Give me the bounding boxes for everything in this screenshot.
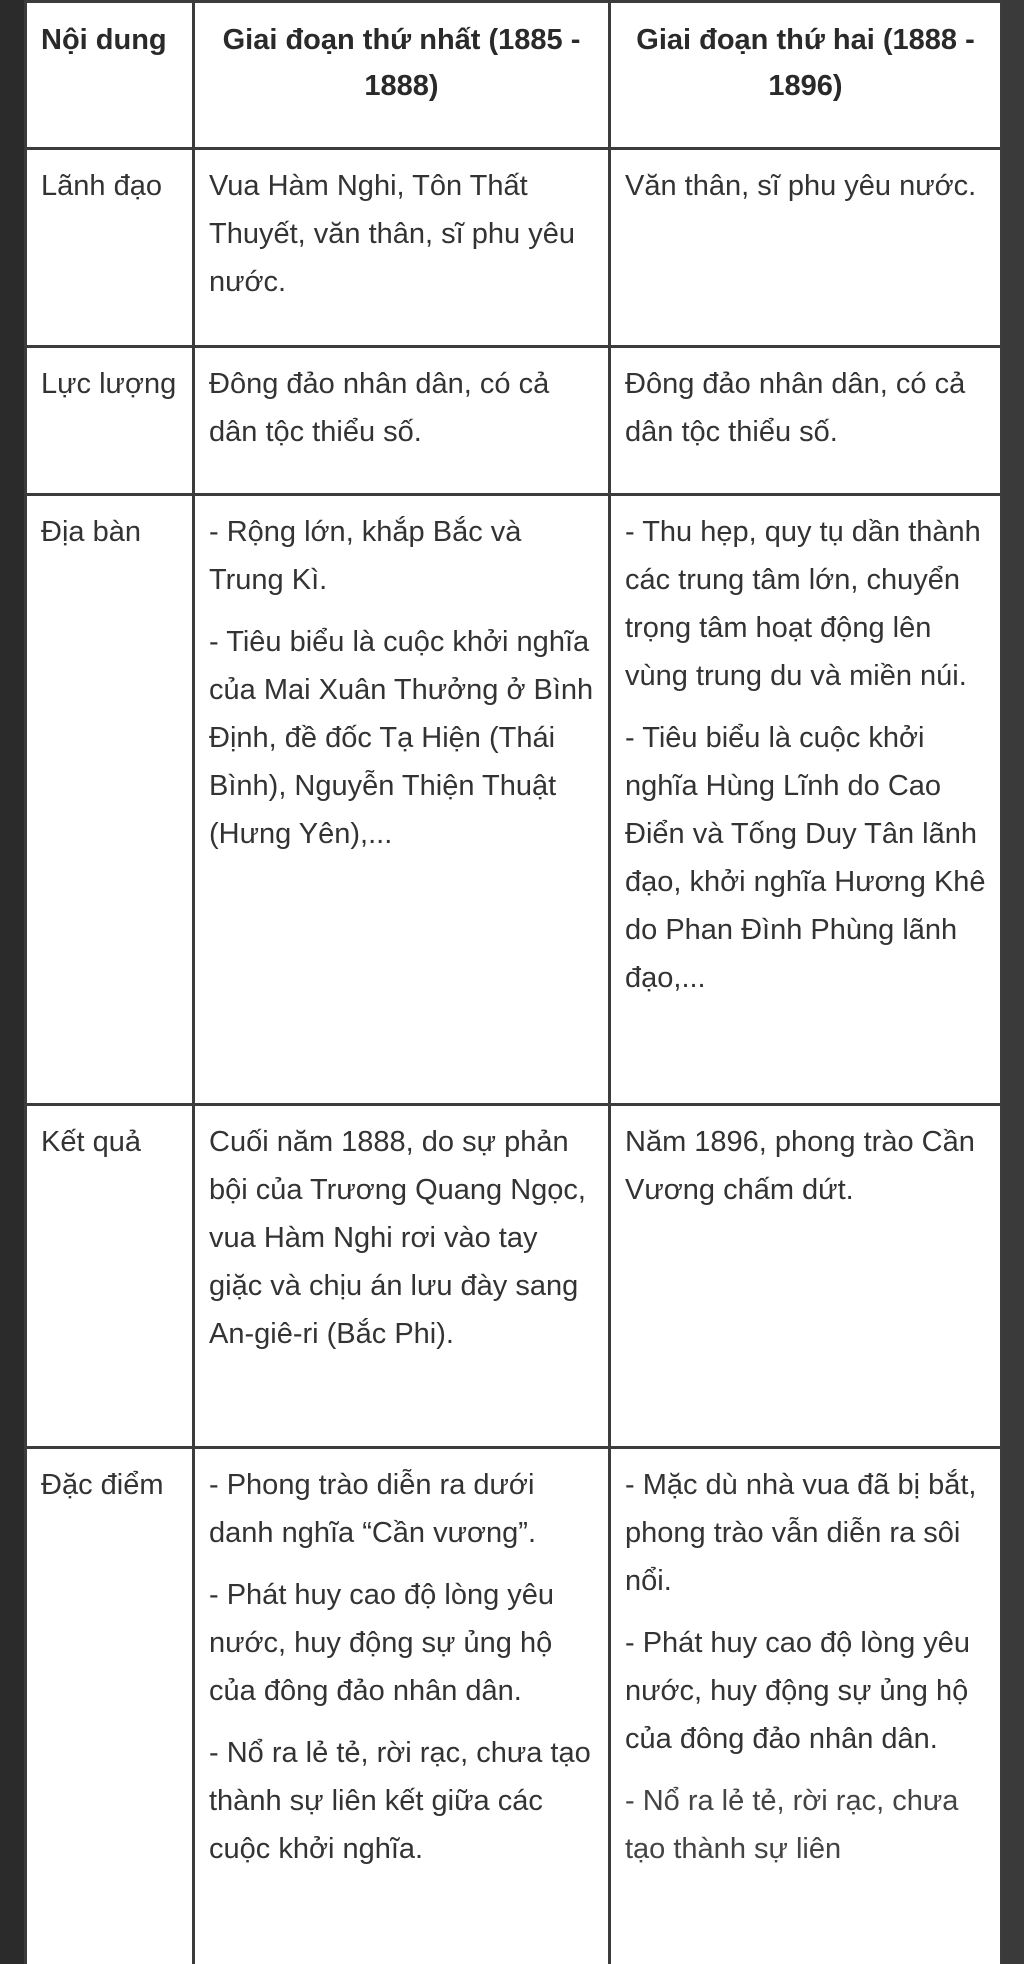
cell-paragraph: - Thu hẹp, quy tụ dần thành các trung tâm lớn, chuyển trọng tâm hoạt động lên vùng trung du và miền núi. (625, 516, 981, 692)
stage-2-cell (610, 1105, 1002, 1448)
row-label: Lãnh đạo (26, 149, 194, 347)
cell-paragraph: - Rộng lớn, khắp Bắc và Trung Kì. (209, 516, 522, 596)
left-edge-bar (0, 0, 24, 1964)
row-label: Đặc điểm (26, 1448, 194, 1964)
cell-paragraph: Văn thân, sĩ phu yêu nước. (625, 170, 977, 202)
cell-paragraph: - Nổ ra lẻ tẻ, rời rạc, chưa tạo thành sự liên kết giữa các cuộc khởi nghĩa. (209, 1737, 591, 1865)
cell-paragraph: - Mặc dù nhà vua đã bị bắt, phong trào vẫn diễn ra sôi nổi. (625, 1469, 977, 1597)
cell-paragraph: Năm 1896, phong trào Cần Vương chấm dứt. (625, 1126, 975, 1206)
table-row-features (26, 1448, 1002, 1964)
stage-1-cell (194, 347, 610, 495)
table-row-leadership (26, 149, 1002, 347)
header-stage-1: Giai đoạn thứ nhất (1885 - 1888) (194, 2, 610, 149)
row-label: Kết quả (26, 1105, 194, 1448)
cell-paragraph: - Phát huy cao độ lòng yêu nước, huy động sự ủng hộ của đông đảo nhân dân. (209, 1579, 555, 1707)
row-label: Lực lượng (26, 347, 194, 495)
cell-paragraph: Vua Hàm Nghi, Tôn Thất Thuyết, văn thân, sĩ phu yêu nước. (209, 170, 575, 298)
stage-1-cell (194, 495, 610, 1105)
cell-paragraph: - Phát huy cao độ lòng yêu nước, huy động sự ủng hộ của đông đảo nhân dân. (625, 1627, 971, 1755)
cell-paragraph: - Tiêu biểu là cuộc khởi nghĩa của Mai Xuân Thưởng ở Bình Định, đề đốc Tạ Hiện (Thái Bình), Nguyễn Thiện Thuật (Hưng Yên),... (209, 626, 594, 850)
cell-paragraph: - Nổ ra lẻ tẻ, rời rạc, chưa tạo thành sự liên (625, 1785, 959, 1865)
cell-paragraph: - Tiêu biểu là cuộc khởi nghĩa Hùng Lĩnh do Cao Điển và Tống Duy Tân lãnh đạo, khởi nghĩa Hương Khê do Phan Đình Phùng lãnh đạo,... (625, 722, 986, 994)
stage-1-cell (194, 1105, 610, 1448)
stage-2-cell (610, 1448, 1002, 1964)
cell-paragraph: Cuối năm 1888, do sự phản bội của Trương Quang Ngọc, vua Hàm Nghi rơi vào tay giặc và chịu án lưu đày sang An-giê-ri (Bắc Phi). (209, 1126, 586, 1350)
stage-2-cell (610, 495, 1002, 1105)
header-content: Nội dung (26, 2, 194, 149)
stage-2-cell (610, 347, 1002, 495)
table-row-result (26, 1105, 1002, 1448)
header-stage-2: Giai đoạn thứ hai (1888 - 1896) (610, 2, 1002, 149)
stage-1-cell (194, 149, 610, 347)
table-row-area (26, 495, 1002, 1105)
table-row-forces (26, 347, 1002, 495)
cell-paragraph: Đông đảo nhân dân, có cả dân tộc thiểu số. (209, 368, 550, 448)
stage-2-cell (610, 149, 1002, 347)
cell-paragraph: Đông đảo nhân dân, có cả dân tộc thiểu số. (625, 368, 966, 448)
table-header-row (26, 2, 1002, 149)
row-label: Địa bàn (26, 495, 194, 1105)
comparison-table (24, 0, 1003, 1964)
stage-1-cell (194, 1448, 610, 1964)
right-edge-bar (1000, 0, 1024, 1964)
cell-paragraph: - Phong trào diễn ra dưới danh nghĩa “Cần vương”. (209, 1469, 537, 1549)
